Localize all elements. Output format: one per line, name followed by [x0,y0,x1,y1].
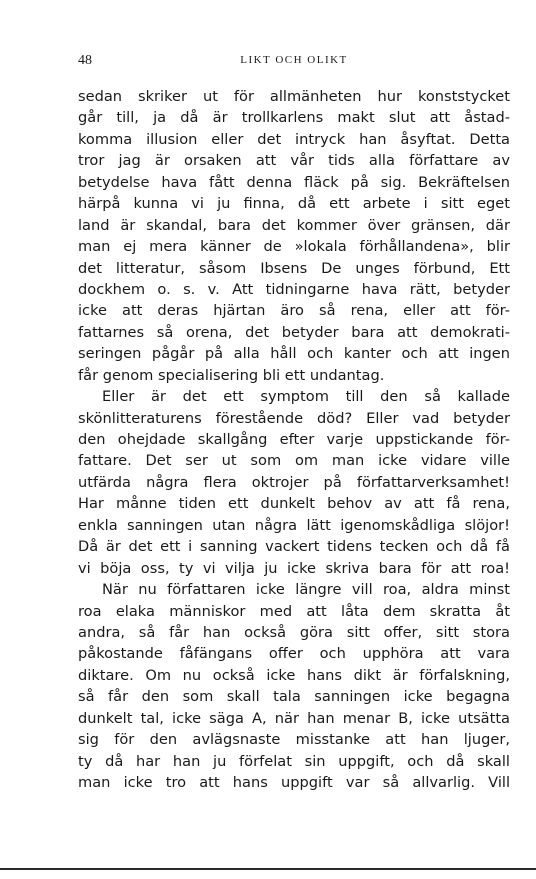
text-line: enkla sanningen utan några lätt igenomskådliga slöjor! [78,516,510,534]
page-number: 48 [78,53,92,68]
text-line: komma illusion eller det intryck han åsyftat. Detta [78,130,510,148]
text-line: ty då har han ju förfelat sin uppgift, och då skall [78,752,510,770]
text-line: det litteratur, såsom Ibsens De unges förbund, Ett [78,259,510,277]
text-line: Då är det ett i sanning vackert tidens tecken och då få [78,538,510,556]
text-line: härpå kunna vi ju finna, då ett arbete i sitt eget [78,195,510,213]
text-line: skönlitteraturens förestående död? Eller vad betyder [78,409,510,427]
text-line: går till, ja då är trollkarlens makt slut att åstad- [78,109,510,127]
text-line: andra, så får han också göra sitt offer, sitt stora [78,623,510,641]
text-line: sedan skriker ut för allmänheten hur konststycket [78,88,510,105]
text-line: dunkelt tal, icke säga A, när han menar B, icke utsätta [78,709,510,727]
text-line: sig för den avlägsnaste misstanke att han ljuger, [78,731,510,749]
text-line: roa elaka människor med att låta dem skratta åt [78,602,510,620]
text-line: utfärda några flera oktrojer på författarverksamhet! [78,473,510,491]
text-line: fattarnes så orena, det betyder bara att demokrati- [78,323,510,341]
text-line: får genom specialisering bli ett undantag. [78,366,385,384]
text-line: land är skandal, bara det kommer över gränsen, där [78,216,510,234]
text-line: vi böja oss, ty vi vilja ju icke skriva bara för att roa! [78,559,510,577]
text-line: seringen pågår på alla håll och kanter och att ingen [78,345,510,363]
page-bottom-rule [0,868,536,870]
text-line: den ohejdade skallgång efter varje uppstickande för- [78,431,510,448]
text-line: När nu författaren icke längre vill roa, aldra minst [102,581,510,599]
text-line: Har månne tiden ett dunkelt behov av att få rena, [78,495,510,513]
text-line: diktare. Om nu också icke hans dikt är förfalskning, [78,666,510,684]
text-line: Eller är det ett symptom till den så kallade [102,388,510,406]
text-line: betydelse hava fått denna fläck på sig. Bekräftelsen [78,173,510,191]
body-text [78,86,510,793]
text-line: tror jag är orsaken att vår tids alla författare av [78,152,510,170]
text-line: icke att deras hjärtan äro så rena, eller att för- [78,302,510,320]
text-line: dockhem o. s. v. Att tidningarne hava rätt, betyder [78,280,510,298]
page-header [78,53,510,73]
text-line: så får den som skall tala sanningen icke begagna [78,688,510,706]
text-line: fattare. Det ser ut som om man icke vidare ville [78,452,510,470]
text-line: man ej mera känner de »lokala förhållandena», blir [78,238,510,256]
text-line: påkostande fåfängans offer och upphöra att vara [78,645,510,663]
running-title: LIKT OCH OLIKT [240,54,348,66]
text-line: man icke tro att hans uppgift var så allvarlig. Vill [78,774,510,791]
